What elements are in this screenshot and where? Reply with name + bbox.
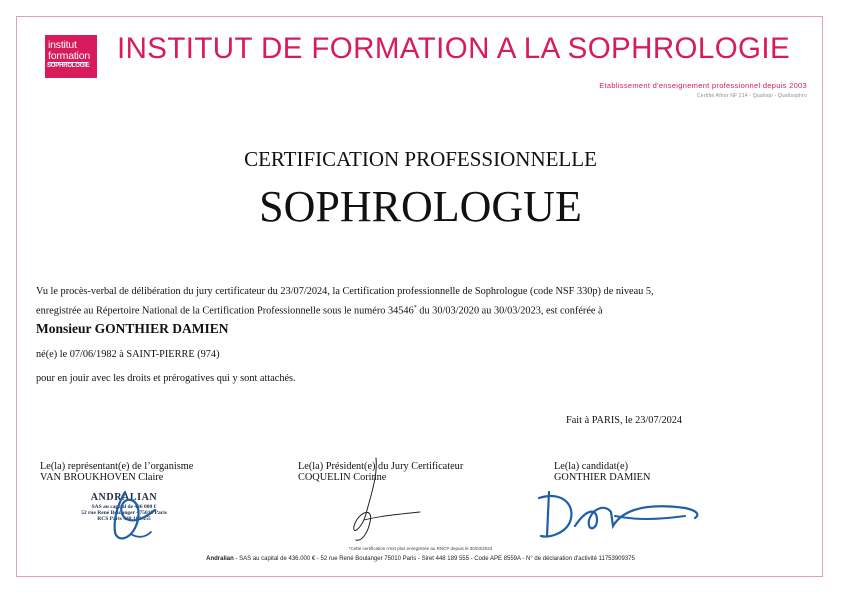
deliberation-paragraph (36, 284, 654, 319)
signature-name: VAN BROUKHOVEN Claire (40, 472, 164, 483)
company-footer (0, 556, 841, 562)
logo-line-3: SOPHROLOGIE (47, 63, 90, 69)
stamp-line-1: ANDRALIAN (90, 492, 158, 503)
rncp-footnote: *Cette certification n'est plus enregistrée au RNCP depuis le 30/03/2023 (348, 546, 493, 551)
handwritten-signature-candidate (535, 486, 705, 546)
institute-name: INSTITUT DE FORMATION A LA SOPHROLOGIE (117, 32, 791, 65)
signature-block-organisation (40, 461, 193, 483)
place-and-date: Fait à PARIS, le 23/07/2024 (566, 415, 683, 426)
paragraph-line-1: Vu le procès-verbal de délibération du jury certificateur du 23/07/2024, la Certification professionnelle de Sophrologue (code NSF 330p) de niveau 5, (36, 286, 654, 297)
signature-role: Le(la) Président(e) du Jury Certificateur (298, 461, 464, 472)
stamp-line-4: RCS Paris 448 189 555 (97, 516, 151, 522)
signature-name: COQUELIN Corinne (298, 472, 387, 483)
rights-statement: pour en jouir avec les droits et prérogatives qui y sont attachés. (36, 373, 296, 384)
handwritten-signature-organisation (95, 488, 175, 548)
signature-role: Le(la) représentant(e) de l’organisme (40, 461, 194, 472)
paragraph-line-2-end: du 30/03/2020 au 30/03/2023, est conférée à (416, 305, 603, 317)
signature-role: Le(la) candidat(e) (554, 461, 629, 472)
institute-logo (45, 35, 97, 78)
accreditations: Certifié Afnor NF 214 - Qualiopi - Qualisophro (696, 93, 807, 99)
logo-line-2: formation (48, 50, 90, 62)
footer-company-details: - SAS au capital de 436.000 € - 52 rue René Boulanger 75010 Paris - Siret 448 189 555 - Code APE 8559A - N° de déclaration d'activité 11753909375 (233, 556, 635, 562)
establishment-note: Etablissement d'enseignement professionnel depuis 2003 (599, 81, 807, 90)
paragraph-line-2-start: enregistrée au Répertoire National de la Certification Professionnelle sous le numéro 34546 (36, 305, 414, 317)
signature-block-candidate (554, 461, 650, 483)
footer-company-name: Andralian (206, 556, 234, 562)
profession-title: SOPHROLOGUE (259, 182, 582, 231)
stamp-line-2: SAS au capital de 436 000 € (91, 504, 157, 510)
logo-line-1: institut (48, 39, 77, 51)
footnote-marker: * (413, 305, 417, 311)
birth-info: né(e) le 07/06/1982 à SAINT-PIERRE (974) (36, 349, 220, 360)
handwritten-signature-jury-president (340, 456, 425, 546)
recipient-name: Monsieur GONTHIER DAMIEN (36, 321, 229, 336)
paragraph-line-2 (36, 300, 654, 319)
certificate-title: CERTIFICATION PROFESSIONNELLE (244, 147, 597, 171)
stamp-line-3: 52 rue René Boulanger - 75010 Paris (81, 510, 167, 516)
signature-name: GONTHIER DAMIEN (554, 472, 651, 483)
